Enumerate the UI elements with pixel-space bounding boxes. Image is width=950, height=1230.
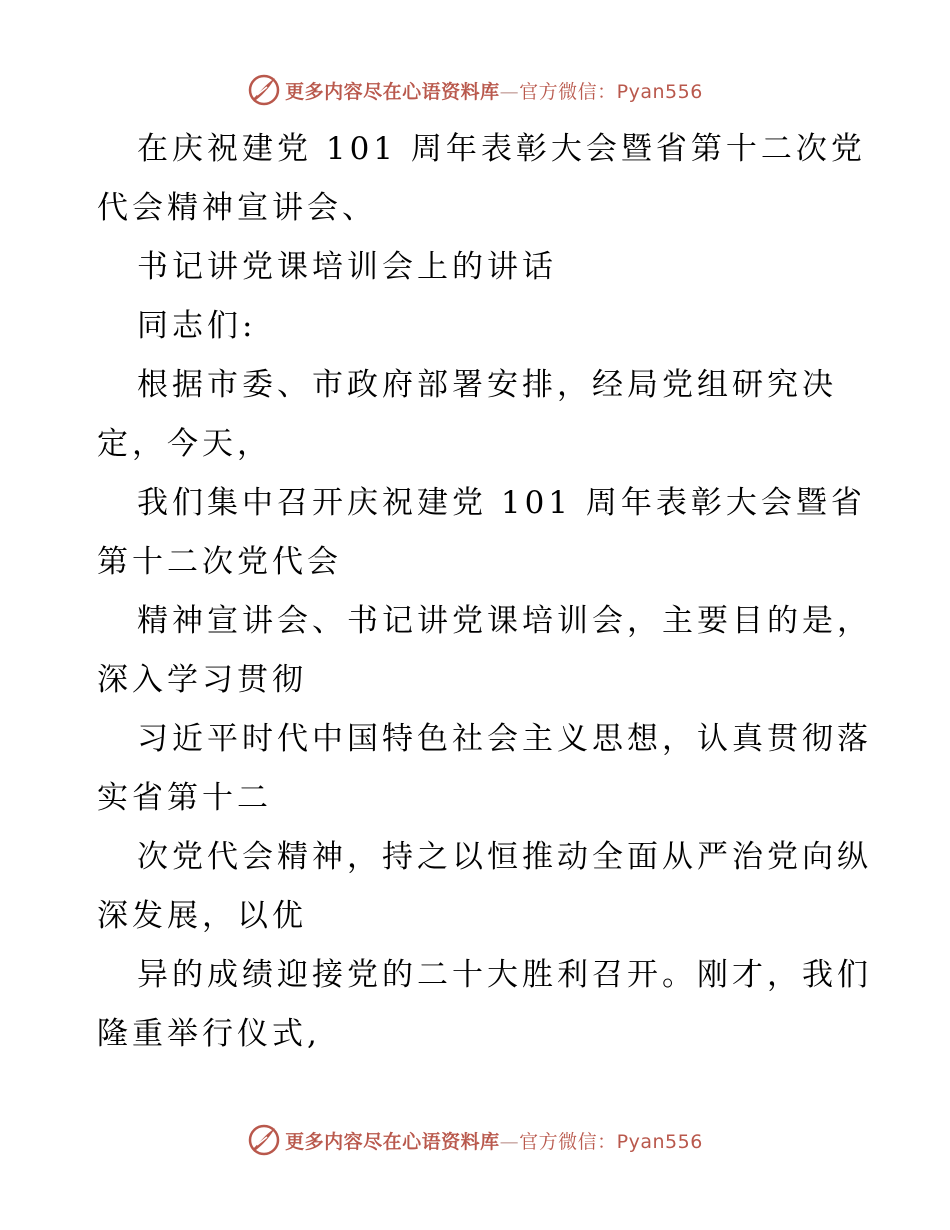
body-line: 代会精神宣讲会、 xyxy=(97,190,377,226)
footer-banner-dash: — xyxy=(499,1130,520,1153)
body-line: 次党代会精神，持之以恒推动全面从严治党向纵 xyxy=(137,839,872,875)
header-banner-dash: — xyxy=(499,80,520,103)
footer-banner-text xyxy=(285,1127,703,1154)
header-banner-wechat: 官方微信：Pyan556 xyxy=(519,80,703,103)
header-banner-text xyxy=(285,77,703,104)
quill-logo-icon xyxy=(247,1123,281,1157)
footer-banner-title: 更多内容尽在心语资料库 xyxy=(285,1130,500,1153)
body-line: 同志们: xyxy=(137,308,257,344)
body-line: 隆重举行仪式, xyxy=(97,1016,321,1052)
footer-banner xyxy=(0,1120,950,1160)
body-line: 第十二次党代会 xyxy=(97,544,342,580)
body-line: 在庆祝建党 101 周年表彰大会暨省第十二次党 xyxy=(137,131,866,167)
quill-logo-icon xyxy=(247,73,281,107)
header-banner xyxy=(0,70,950,110)
document-body xyxy=(97,120,872,1064)
body-line: 定，今天， xyxy=(97,426,272,462)
body-line: 深入学习贯彻 xyxy=(97,662,307,698)
body-line: 精神宣讲会、书记讲党课培训会，主要目的是， xyxy=(137,603,872,639)
footer-banner-wechat: 官方微信：Pyan556 xyxy=(519,1130,703,1153)
body-line: 异的成绩迎接党的二十大胜利召开。刚才，我们 xyxy=(137,957,872,993)
body-line: 深发展，以优 xyxy=(97,898,307,934)
body-line: 习近平时代中国特色社会主义思想，认真贯彻落 xyxy=(137,721,872,757)
body-line: 我们集中召开庆祝建党 101 周年表彰大会暨省 xyxy=(137,485,866,521)
body-line: 实省第十二 xyxy=(97,780,272,816)
body-line: 根据市委、市政府部署安排，经局党组研究决 xyxy=(137,367,837,403)
header-banner-title: 更多内容尽在心语资料库 xyxy=(285,80,500,103)
body-line: 书记讲党课培训会上的讲话 xyxy=(137,249,557,285)
